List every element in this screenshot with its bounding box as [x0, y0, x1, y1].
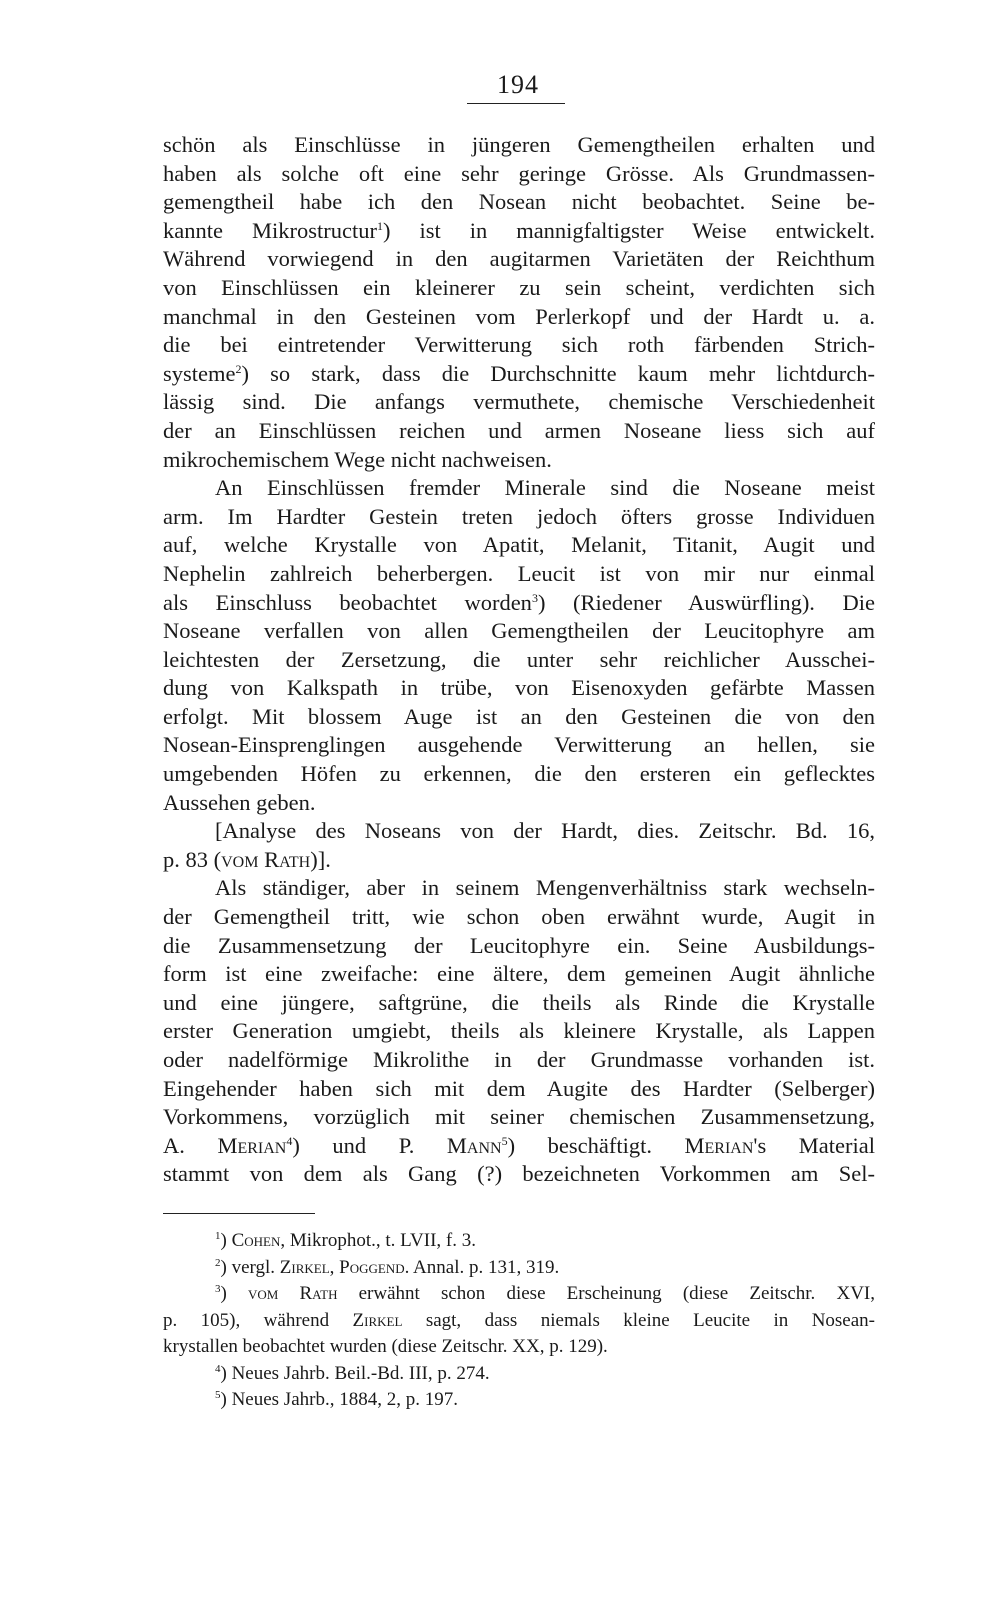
text-line: Während vorwiegend in den augitarmen Varietäten der Reichthum — [163, 246, 875, 272]
footnote-mark: 4 — [215, 1362, 221, 1375]
text-line: Nosean-Einsprenglingen ausgehende Verwitterung an hellen, sie — [163, 732, 875, 758]
footnote: $^1$) Cohen, Mikrophot., t. LVII, f. 3. — [215, 1230, 476, 1251]
text-line: Nephelin zahlreich beherbergen. Leucit ist von mir nur einmal — [163, 560, 875, 586]
author-name: Cohen — [231, 1230, 281, 1251]
text-line: Als ständiger, aber in seinem Mengenverhältniss stark wechseln- — [215, 875, 875, 901]
text-line: A. Merian$^4$) und P. Mann$^5$) beschäftigt. Merian's Material — [163, 1132, 875, 1158]
author-name: Merian — [217, 1132, 287, 1158]
text-line: kannte Mikrostructur$^1$) ist in mannigfaltigster Weise entwickelt. — [163, 217, 875, 243]
author-name: vom Rath — [248, 1283, 338, 1304]
footnote-ref: 3 — [531, 590, 538, 605]
author-name: Mann — [446, 1132, 502, 1158]
text-line: erfolgt. Mit blossem Auge ist an den Gesteinen die von den — [163, 703, 875, 729]
text-line: erster Generation umgiebt, theils als kleinere Krystalle, als Lappen — [163, 1018, 875, 1044]
text-line: und eine jüngere, saftgrüne, die theils als Rinde die Krystalle — [163, 989, 875, 1015]
footnote: $^5$) Neues Jahrb., 1884, 2, p. 197. — [215, 1389, 458, 1410]
text-line: umgebenden Höfen zu erkennen, die den ersteren ein geflecktes — [163, 761, 875, 787]
text-line: stammt von dem als Gang (?) bezeichneten Vorkommen am Sel- — [163, 1161, 875, 1187]
footnote-continuation: krystallen beobachtet wurden (diese Zeitschr. XX, p. 129). — [163, 1336, 608, 1357]
text-line: An Einschlüssen fremder Minerale sind die Noseane meist — [215, 475, 875, 501]
text-line: die bei eintretender Verwitterung sich roth färbenden Strich- — [163, 332, 875, 358]
page-number-rule — [467, 103, 565, 104]
text-line: der an Einschlüssen reichen und armen Noseane liess sich auf — [163, 417, 875, 443]
text-line: von Einschlüssen ein kleinerer zu sein scheint, verdichten sich — [163, 274, 875, 300]
text-line: die Zusammensetzung der Leucitophyre ein. Seine Ausbildungs- — [163, 932, 875, 958]
footnote-rule — [163, 1213, 315, 1214]
text-line: gemengtheil habe ich den Nosean nicht beobachtet. Seine be- — [163, 189, 875, 215]
footnote-mark: 5 — [215, 1389, 221, 1401]
footnotes — [163, 1228, 875, 1414]
text-line: schön als Einschlüsse in jüngeren Gemengtheilen erhalten und — [163, 132, 875, 157]
text-line: der Gemengtheil tritt, wie schon oben erwähnt wurde, Augit in — [163, 904, 875, 930]
footnote-mark: 3 — [215, 1283, 221, 1295]
footnote: $^3$) vom Rath erwähnt schon diese Erscheinung (diese Zeitschr. XVI, — [215, 1283, 875, 1304]
text-line: p. 83 (vom Rath)]. — [163, 846, 331, 872]
text-line: arm. Im Hardter Gestein treten jedoch öfters grosse Individuen — [163, 503, 875, 529]
text-line: leichtesten der Zersetzung, die unter sehr reichlicher Ausschei- — [163, 646, 875, 672]
footnote-mark: 1 — [215, 1230, 221, 1242]
footnote-ref: 4 — [286, 1133, 293, 1148]
author-name: Zirkel, Poggend. — [279, 1256, 410, 1278]
text-line: Eingehender haben sich mit dem Augite des Hardter (Selberger) — [163, 1075, 875, 1101]
page-number: 194 — [497, 70, 539, 99]
text-line: haben als solche oft eine sehr geringe Grösse. Als Grundmassen- — [163, 160, 875, 186]
text-line: dung von Kalkspath in trübe, von Eisenoxyden gefärbte Massen — [163, 675, 875, 701]
text-line: mikrochemischem Wege nicht nachweisen. — [163, 446, 552, 472]
text-line: Aussehen geben. — [163, 789, 316, 815]
footnote-ref: 5 — [501, 1133, 508, 1148]
footnote-ref: 2 — [235, 361, 242, 376]
text-line: oder nadelförmige Mikrolithe in der Grundmasse vorhanden ist. — [163, 1047, 875, 1072]
footnote-continuation: p. 105), während Zirkel sagt, dass niemals kleine Leucite in Nosean- — [163, 1309, 875, 1331]
footnote: $^2$) vergl. Zirkel, Poggend. Annal. p. 131, 319. — [215, 1256, 560, 1278]
text-line: manchmal in den Gesteinen vom Perlerkopf und der Hardt u. a. — [163, 303, 875, 329]
footnote: $^4$) Neues Jahrb. Beil.-Bd. III, p. 274. — [215, 1362, 490, 1384]
text-line: als Einschluss beobachtet worden$^3$) (Riedener Auswürfling). Die — [163, 589, 876, 615]
text-line: form ist eine zweifache: eine ältere, dem gemeinen Augit ähnliche — [163, 961, 875, 987]
text-line: [Analyse des Noseans von der Hardt, dies. Zeitschr. Bd. 16, — [215, 818, 875, 844]
text-line: lässig sind. Die anfangs vermuthete, chemische Verschiedenheit — [163, 389, 875, 415]
text-line: Noseane verfallen von allen Gemengtheilen der Leucitophyre am — [163, 618, 875, 644]
text-line: systeme$^2$) so stark, dass die Durchschnitte kaum mehr lichtdurch- — [163, 360, 875, 386]
author-name: Zirkel — [352, 1309, 403, 1331]
text-line: Vorkommens, vorzüglich mit seiner chemischen Zusammensetzung, — [163, 1104, 875, 1130]
author-name: vom Rath — [221, 846, 311, 872]
body-text — [163, 131, 875, 1189]
author-name: Merian — [684, 1132, 754, 1158]
footnote-ref: 1 — [376, 218, 383, 233]
text-line: auf, welche Krystalle von Apatit, Melanit, Titanit, Augit und — [163, 532, 875, 558]
footnote-mark: 2 — [215, 1256, 221, 1269]
